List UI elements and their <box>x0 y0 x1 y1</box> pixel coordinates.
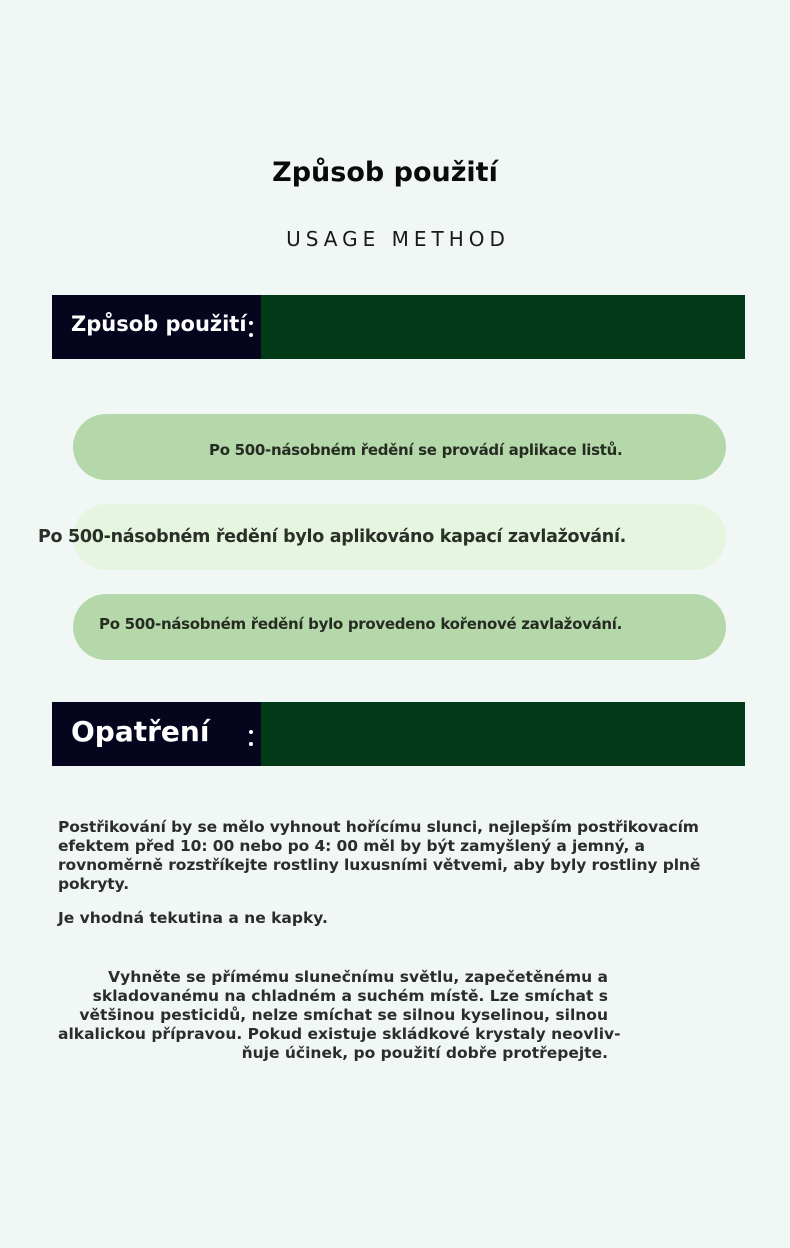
usage-section-header <box>52 295 745 359</box>
storage-paragraph <box>58 968 621 1063</box>
precautions-label-box <box>52 702 261 766</box>
colon-icon <box>249 319 253 337</box>
precautions-section-header <box>52 702 745 766</box>
precautions-section-label: Opatření <box>71 715 210 748</box>
precaution-paragraph: Postřikování by se mělo vyhnout hořícímu slunci, nejlepším postřikovacím efektem před 10: 00 nebo po 4: 00 měl by být zamyšlený a jemný, a rovnoměrně rozstříkejte rostliny luxusními větvemi, aby byly rostliny plně pokryty. <box>58 818 701 893</box>
usage-label-box <box>52 295 261 359</box>
storage-line: většinou pesticidů, nelze smíchat se silnou kyselinou, silnou <box>79 1006 608 1024</box>
usage-item <box>73 414 726 480</box>
page-subtitle: USAGE METHOD <box>286 227 510 251</box>
storage-line: ňuje účinek, po použití dobře protřepejte. <box>241 1044 608 1062</box>
usage-item-text: Po 500-násobném ředění se provádí aplikace listů. <box>209 441 623 459</box>
colon-icon <box>249 728 253 746</box>
storage-line: alkalickou přípravou. Pokud existuje skládkové krystaly neovliv- <box>58 1025 621 1043</box>
storage-line: skladovanému na chladném a suchém místě. Lze smíchat s <box>92 987 608 1005</box>
usage-item-text: Po 500-násobném ředění bylo aplikováno kapací zavlažování. <box>38 527 627 547</box>
page-title: Způsob použití <box>272 157 498 188</box>
usage-section-label: Způsob použití <box>71 312 247 336</box>
storage-line: Vyhněte se přímému slunečnímu světlu, zapečetěnému a <box>108 968 608 986</box>
precaution-paragraph: Je vhodná tekutina a ne kapky. <box>58 909 328 927</box>
usage-item <box>38 504 726 570</box>
usage-item <box>73 594 726 660</box>
usage-item-text: Po 500-násobném ředění bylo provedeno kořenové zavlažování. <box>99 615 623 633</box>
